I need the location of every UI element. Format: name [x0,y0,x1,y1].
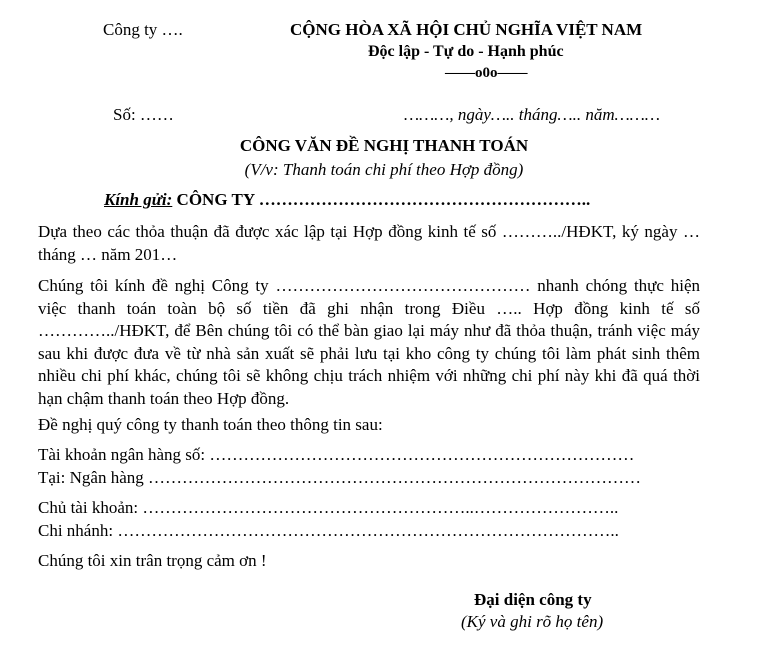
document-date: ………, ngày….. tháng….. năm……… [404,105,660,124]
document-number: Số: …… [113,105,174,124]
header-ornament: ——o0o—— [445,65,528,81]
account-holder-field: Chủ tài khoản: …………………………………………………..…………………….. [38,498,619,517]
signature-note: (Ký và ghi rõ họ tên) [461,612,604,631]
national-title: CỘNG HÒA XÃ HỘI CHỦ NGHĨA VIỆT NAM [290,20,643,39]
recipient-label: Kính gửi: [104,190,173,209]
bank-name-field: Tại: Ngân hàng …………………………………………………………………………… [38,468,641,487]
signature-title: Đại diện công ty [474,590,592,609]
bank-account-field: Tài khoản ngân hàng số: ………………………………………………………………… [38,445,635,464]
branch-field: Chi nhánh: …………………………………………………………………………….. [38,521,619,540]
national-motto: Độc lập - Tự do - Hạnh phúc [368,43,564,60]
company-name: Công ty …. [103,20,183,39]
closing-line: Chúng tôi xin trân trọng cảm ơn ! [38,551,267,570]
document-title: CÔNG VĂN ĐỀ NGHỊ THANH TOÁN [239,136,529,155]
document-subject: (V/v: Thanh toán chi phí theo Hợp đồng) [244,160,524,179]
body-paragraph-request: Chúng tôi kính đề nghị Công ty ……………………………………… nhanh chóng thực hiện việc thanh toán toàn bộ số tiền đã ghi nhận trong Điều ….. Hợp đồng kinh tế số …………../HĐKT, để Bên chúng tôi có thể bàn giao lại máy như đã thỏa thuận, tránh việc máy sau khi được đưa về từ nhà sản xuất sẽ phải lưu tại kho công ty chúng tôi làm phát sinh thêm nhiều chi phí khác, chúng tôi sẽ không chịu trách nhiệm với những chi phí này khi đã quá thời hạn chậm thanh toán theo Hợp đồng. [38,276,700,408]
recipient-value: CÔNG TY ………………………………………………….. [172,190,591,209]
body-paragraph-contract: Dựa theo các thỏa thuận đã được xác lập tại Hợp đồng kinh tế số ………../HĐKT, ký ngày … tháng … năm 201… [38,222,700,264]
recipient-line [104,190,590,210]
payment-request-line: Đề nghị quý công ty thanh toán theo thông tin sau: [38,415,383,434]
